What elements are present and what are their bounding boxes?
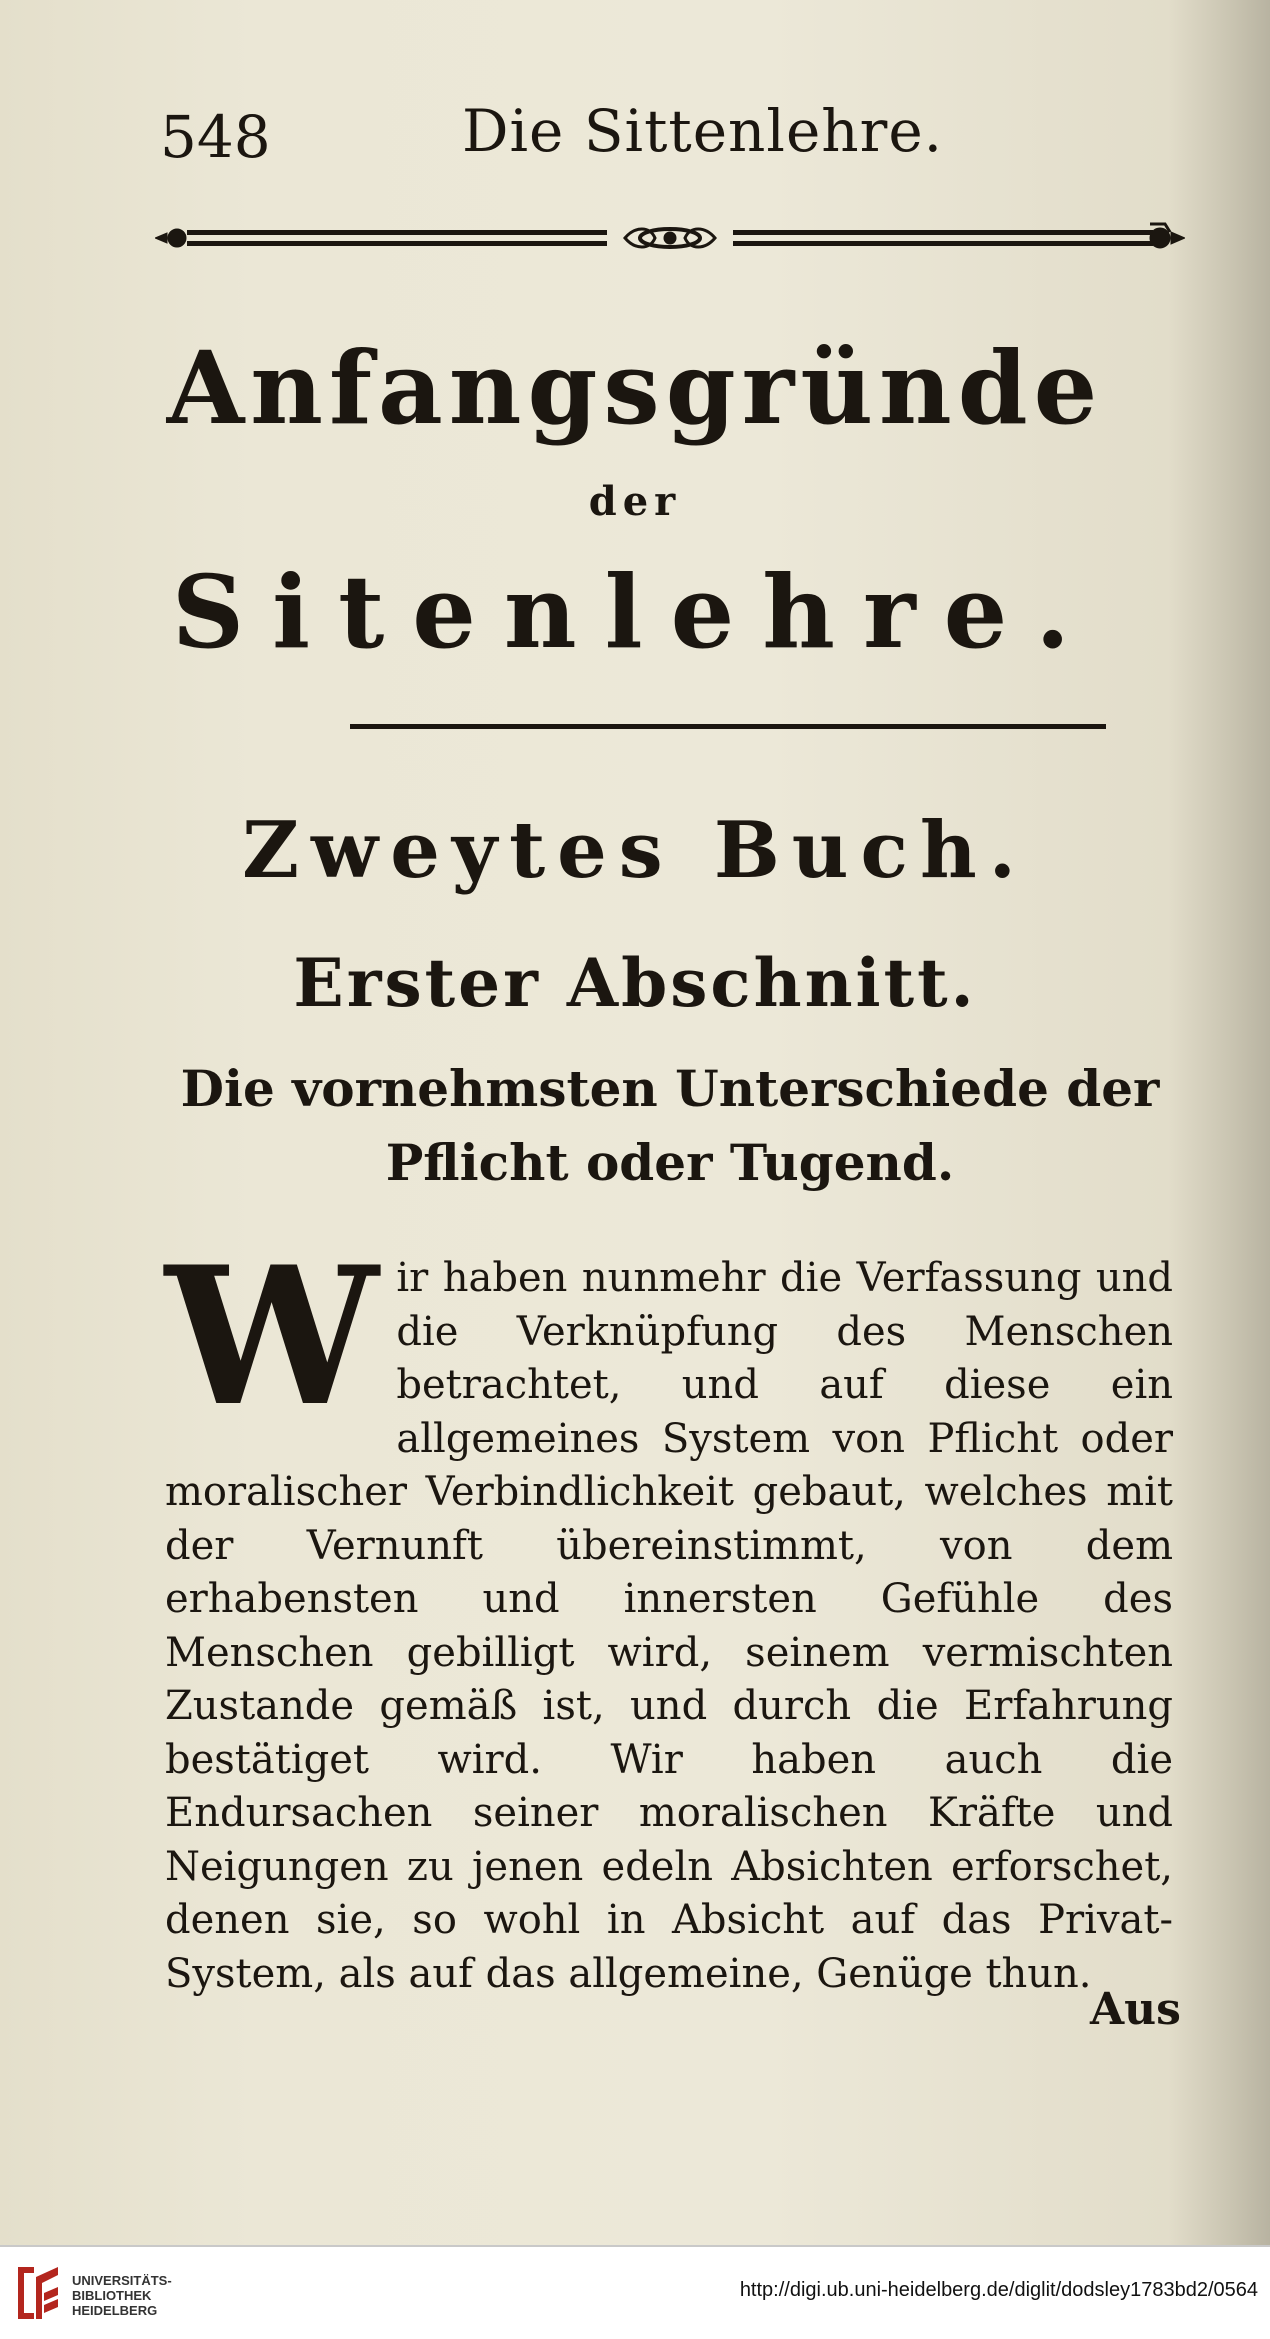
body-text: ir haben nunmehr die Verfassung und die Verknüpfung des Menschen betrachtet, und auf diese ein allgemeines System von Pflicht oder moralischer Verbindlichkeit gebaut, welches mit der Vernunft übereinstimmt, von dem erhabensten und innersten Gefühle des Menschen gebilligt wird, seinem vermischten Zustande gemäß ist, und durch die Erfahrung bestätiget wird. Wir haben auch die Endursachen seiner moralischen Kräfte und Neigungen zu jenen edeln Absichten erforschet, denen sie, so wohl in Absicht auf das Privat-System, als auf das allgemeine, Genüge thun. [165, 1255, 1173, 1997]
drop-cap: W [165, 1225, 379, 1448]
title-subject: Sitenlehre. [171, 553, 1099, 671]
footer-bar [0, 2245, 1270, 2339]
title-connector: der [588, 478, 682, 525]
page-number: 548 [160, 103, 271, 171]
body-paragraph [165, 1225, 1173, 2001]
ornamental-rule-icon [155, 216, 1185, 260]
source-url-link[interactable]: http://digi.ub.uni-heidelberg.de/diglit/dodsley1783bd2/0564 [739, 2279, 1258, 2301]
section-heading: Erster Abschnitt. [293, 944, 977, 1022]
library-name: UNIVERSITÄTS- BIBLIOTHEK HEIDELBERG [72, 2273, 172, 2318]
catchword: Aus [1090, 1984, 1181, 2035]
title-divider [350, 724, 1106, 729]
chapter-title: Die vornehmsten Unterschiede der Pflicht oder Tugend. [180, 1059, 1160, 1192]
library-logo-icon [14, 2263, 62, 2323]
title-main: Anfangsgründe [166, 329, 1104, 447]
book-heading: Zweytes Buch. [242, 805, 1028, 896]
running-head: Die Sittenlehre. [462, 97, 944, 165]
